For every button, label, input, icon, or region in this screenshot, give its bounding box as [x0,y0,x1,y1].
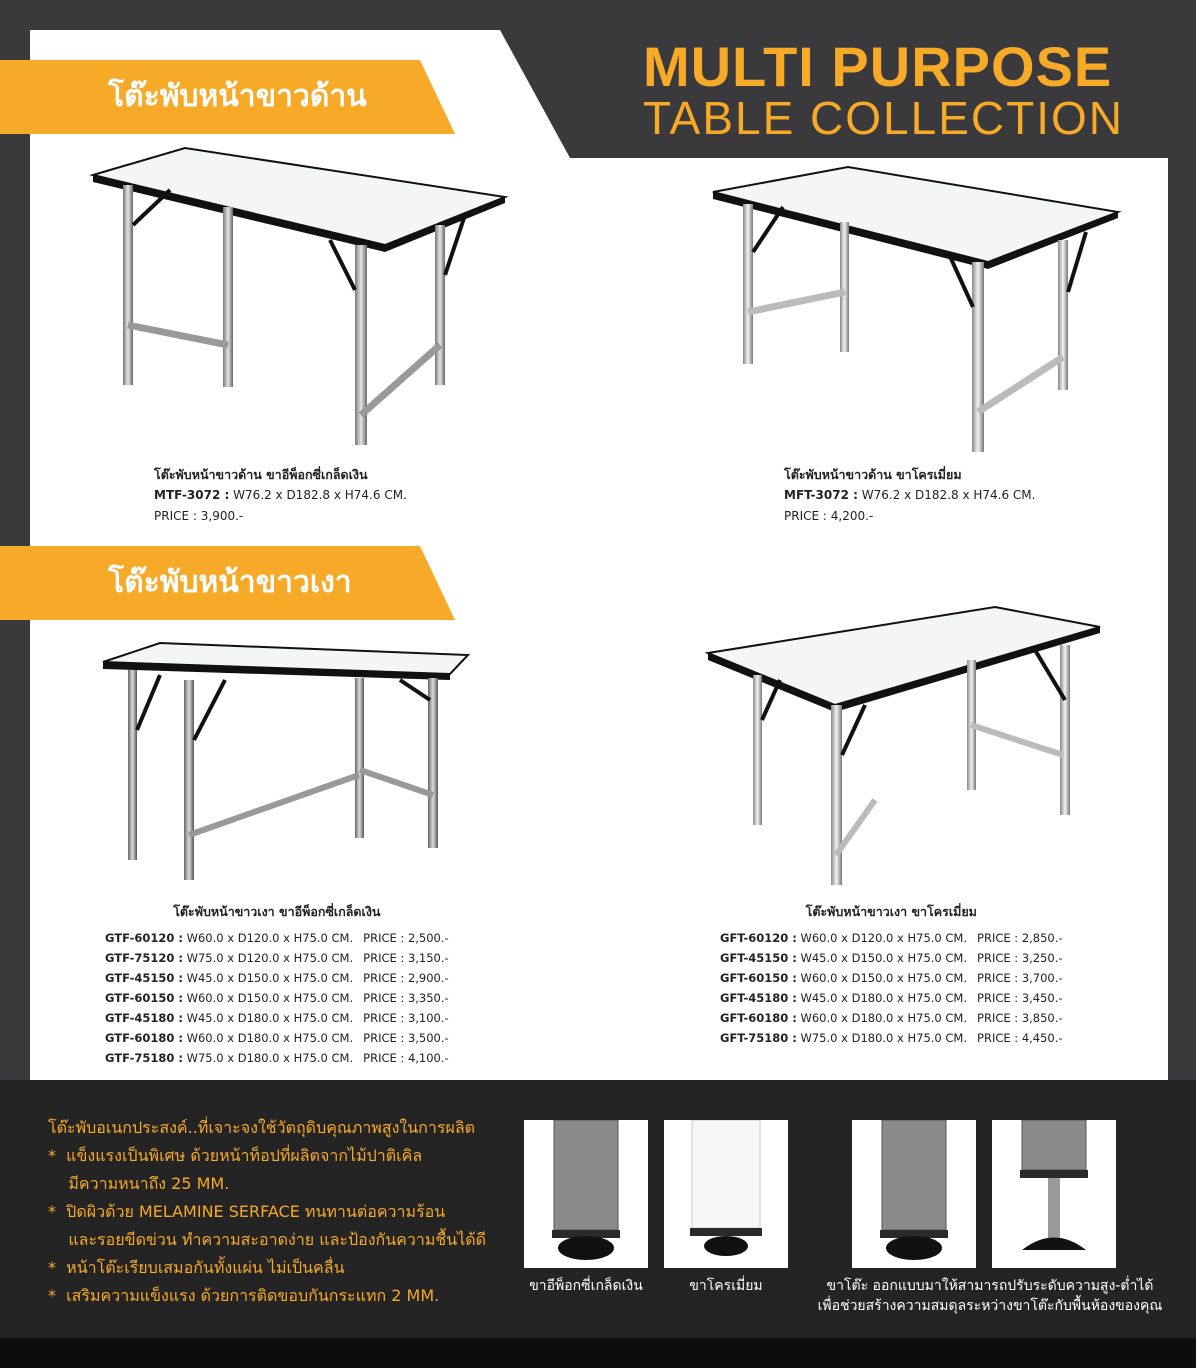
spec-price: PRICE : 3,250.- [977,951,1063,965]
spec-gft-title: โต๊ะพับหน้าขาวเงา ขาโครเมี่ยม [805,904,977,919]
spec-dims: W60.0 x D180.0 x H75.0 CM. [796,1011,968,1025]
adjustable-leg-label-2: เพื่อช่วยสร้างความสมดุลระหว่างขาโต๊ะกับพื้นห้องของคุณ [817,1298,1163,1314]
epoxy-leg-label: ขาอีพ็อกซี่เกล็ดเงิน [529,1278,643,1294]
collection-header [642,35,1124,144]
spec-code: GTF-60150 : [105,991,183,1005]
spec-row [720,948,1063,968]
spec-code: GTF-75120 : [105,951,183,965]
spec-dims: W75.0 x D180.0 x H75.0 CM. [182,1051,354,1065]
spec-code: GFT-60180 : [720,1011,797,1025]
spec-row [720,1028,1063,1048]
spec-code: GFT-45180 : [720,991,797,1005]
spec-price: PRICE : 3,500.- [363,1031,449,1045]
chrome-leg-photo [664,1120,788,1268]
spec-gft [720,902,1063,1048]
caption-mtf-code: MTF-3072 : [154,488,230,502]
spec-dims: W45.0 x D150.0 x H75.0 CM. [796,951,968,965]
spec-dims: W60.0 x D150.0 x H75.0 CM. [182,991,354,1005]
feature-item: * ปิดผิวด้วย MELAMINE SERFACE ทนทานต่อความร้อน [48,1202,446,1221]
adjustable-leg-photo [852,1120,976,1268]
spec-code: GFT-45150 : [720,951,797,965]
caption-mft-price: PRICE : 4,200.- [784,509,874,523]
features-heading: โต๊ะพับอเนกประสงค์..ที่เจาะจงใช้วัตถุดิบคุณภาพสูงในการผลิต [48,1118,476,1137]
banner-gloss [0,546,460,620]
spec-row [105,988,449,1008]
spec-dims: W75.0 x D120.0 x H75.0 CM. [182,951,354,965]
table-image-mft [708,162,1128,462]
banner-matte [0,60,460,134]
spec-code: GTF-45180 : [105,1011,183,1025]
banner-gloss-text: โต๊ะพับหน้าขาวเงา [108,565,352,600]
features-list [48,1114,486,1310]
table-image-gtf [100,640,480,880]
spec-dims: W75.0 x D180.0 x H75.0 CM. [796,1031,968,1045]
header-title: MULTI PURPOSE [642,35,1113,98]
caption-mtf-title: โต๊ะพับหน้าขาวด้าน ขาอีพ็อกซี่เกล็ดเงิน [154,467,368,482]
adjustable-leg-label [800,1276,1180,1316]
spec-code: GFT-60120 : [720,931,797,945]
feature-item: มีความหนาถึง 25 MM. [48,1174,230,1193]
spec-row [105,1048,449,1068]
spec-row [105,1008,449,1028]
feature-item: * หน้าโต๊ะเรียบเสมอกันทั้งแผ่น ไม่เป็นคลื่น [48,1258,345,1277]
spec-dims: W60.0 x D180.0 x H75.0 CM. [182,1031,354,1045]
adjustable-leg-label-1: ขาโต๊ะ ออกแบบมาให้สามารถปรับระดับความสูง-ต่ำได้ [826,1278,1154,1294]
spec-price: PRICE : 3,450.- [977,991,1063,1005]
spec-row [720,928,1063,948]
spec-price: PRICE : 3,100.- [363,1011,449,1025]
spec-gtf-title: โต๊ะพับหน้าขาวเงา ขาอีพ็อกซี่เกล็ดเงิน [173,904,381,919]
caption-mtf-dims: W76.2 x D182.8 x H74.6 CM. [229,488,407,502]
spec-dims: W60.0 x D150.0 x H75.0 CM. [796,971,968,985]
caption-mtf-price: PRICE : 3,900.- [154,509,244,523]
spec-row [720,1008,1063,1028]
table-image-gft [705,605,1105,890]
banner-matte-text: โต๊ะพับหน้าขาวด้าน [108,79,367,114]
feature-item: * แข็งแรงเป็นพิเศษ ด้วยหน้าท็อปที่ผลิตจากไม้ปาติเคิล [48,1146,423,1165]
spec-code: GFT-75180 : [720,1031,797,1045]
spec-price: PRICE : 4,450.- [977,1031,1063,1045]
spec-dims: W60.0 x D120.0 x H75.0 CM. [796,931,968,945]
spec-price: PRICE : 3,700.- [977,971,1063,985]
spec-row [105,928,449,948]
spec-price: PRICE : 4,100.- [363,1051,449,1065]
spec-row [720,968,1063,988]
spec-dims: W45.0 x D150.0 x H75.0 CM. [182,971,354,985]
spec-price: PRICE : 2,900.- [363,971,449,985]
caption-mtf [154,464,407,527]
spec-code: GTF-45150 : [105,971,183,985]
spec-price: PRICE : 3,850.- [977,1011,1063,1025]
spec-dims: W60.0 x D120.0 x H75.0 CM. [182,931,354,945]
caption-mft [784,464,1035,527]
feature-item: และรอยขีดข่วน ทำความสะอาดง่าย และป้องกันความชื้นได้ดี [48,1230,487,1249]
spec-row [720,988,1063,1008]
caption-mft-title: โต๊ะพับหน้าขาวด้าน ขาโครเมี่ยม [784,467,962,482]
spec-dims: W45.0 x D180.0 x H75.0 CM. [796,991,968,1005]
spec-price: PRICE : 2,850.- [977,931,1063,945]
spec-price: PRICE : 3,150.- [363,951,449,965]
spec-row [105,948,449,968]
spec-code: GTF-60120 : [105,931,183,945]
header-subtitle: TABLE COLLECTION [642,92,1124,144]
table-image-mtf [85,145,515,455]
spec-price: PRICE : 2,500.- [363,931,449,945]
spec-code: GTF-60180 : [105,1031,183,1045]
epoxy-leg-photo [524,1120,648,1268]
spec-dims: W45.0 x D180.0 x H75.0 CM. [182,1011,354,1025]
spec-row [105,1028,449,1048]
spec-price: PRICE : 3,350.- [363,991,449,1005]
chrome-leg-label: ขาโครเมี่ยม [689,1278,763,1294]
feature-item: * เสริมความแข็งแรง ด้วยการติดขอบกันกระแทก 2 MM. [48,1286,440,1305]
leveler-foot-photo [992,1120,1116,1268]
caption-mft-dims: W76.2 x D182.8 x H74.6 CM. [857,488,1036,502]
caption-mft-code: MFT-3072 : [784,488,858,502]
spec-gtf [105,902,449,1068]
spec-code: GTF-75180 : [105,1051,183,1065]
spec-code: GFT-60150 : [720,971,797,985]
spec-row [105,968,449,988]
footer-strip [0,1338,1196,1368]
